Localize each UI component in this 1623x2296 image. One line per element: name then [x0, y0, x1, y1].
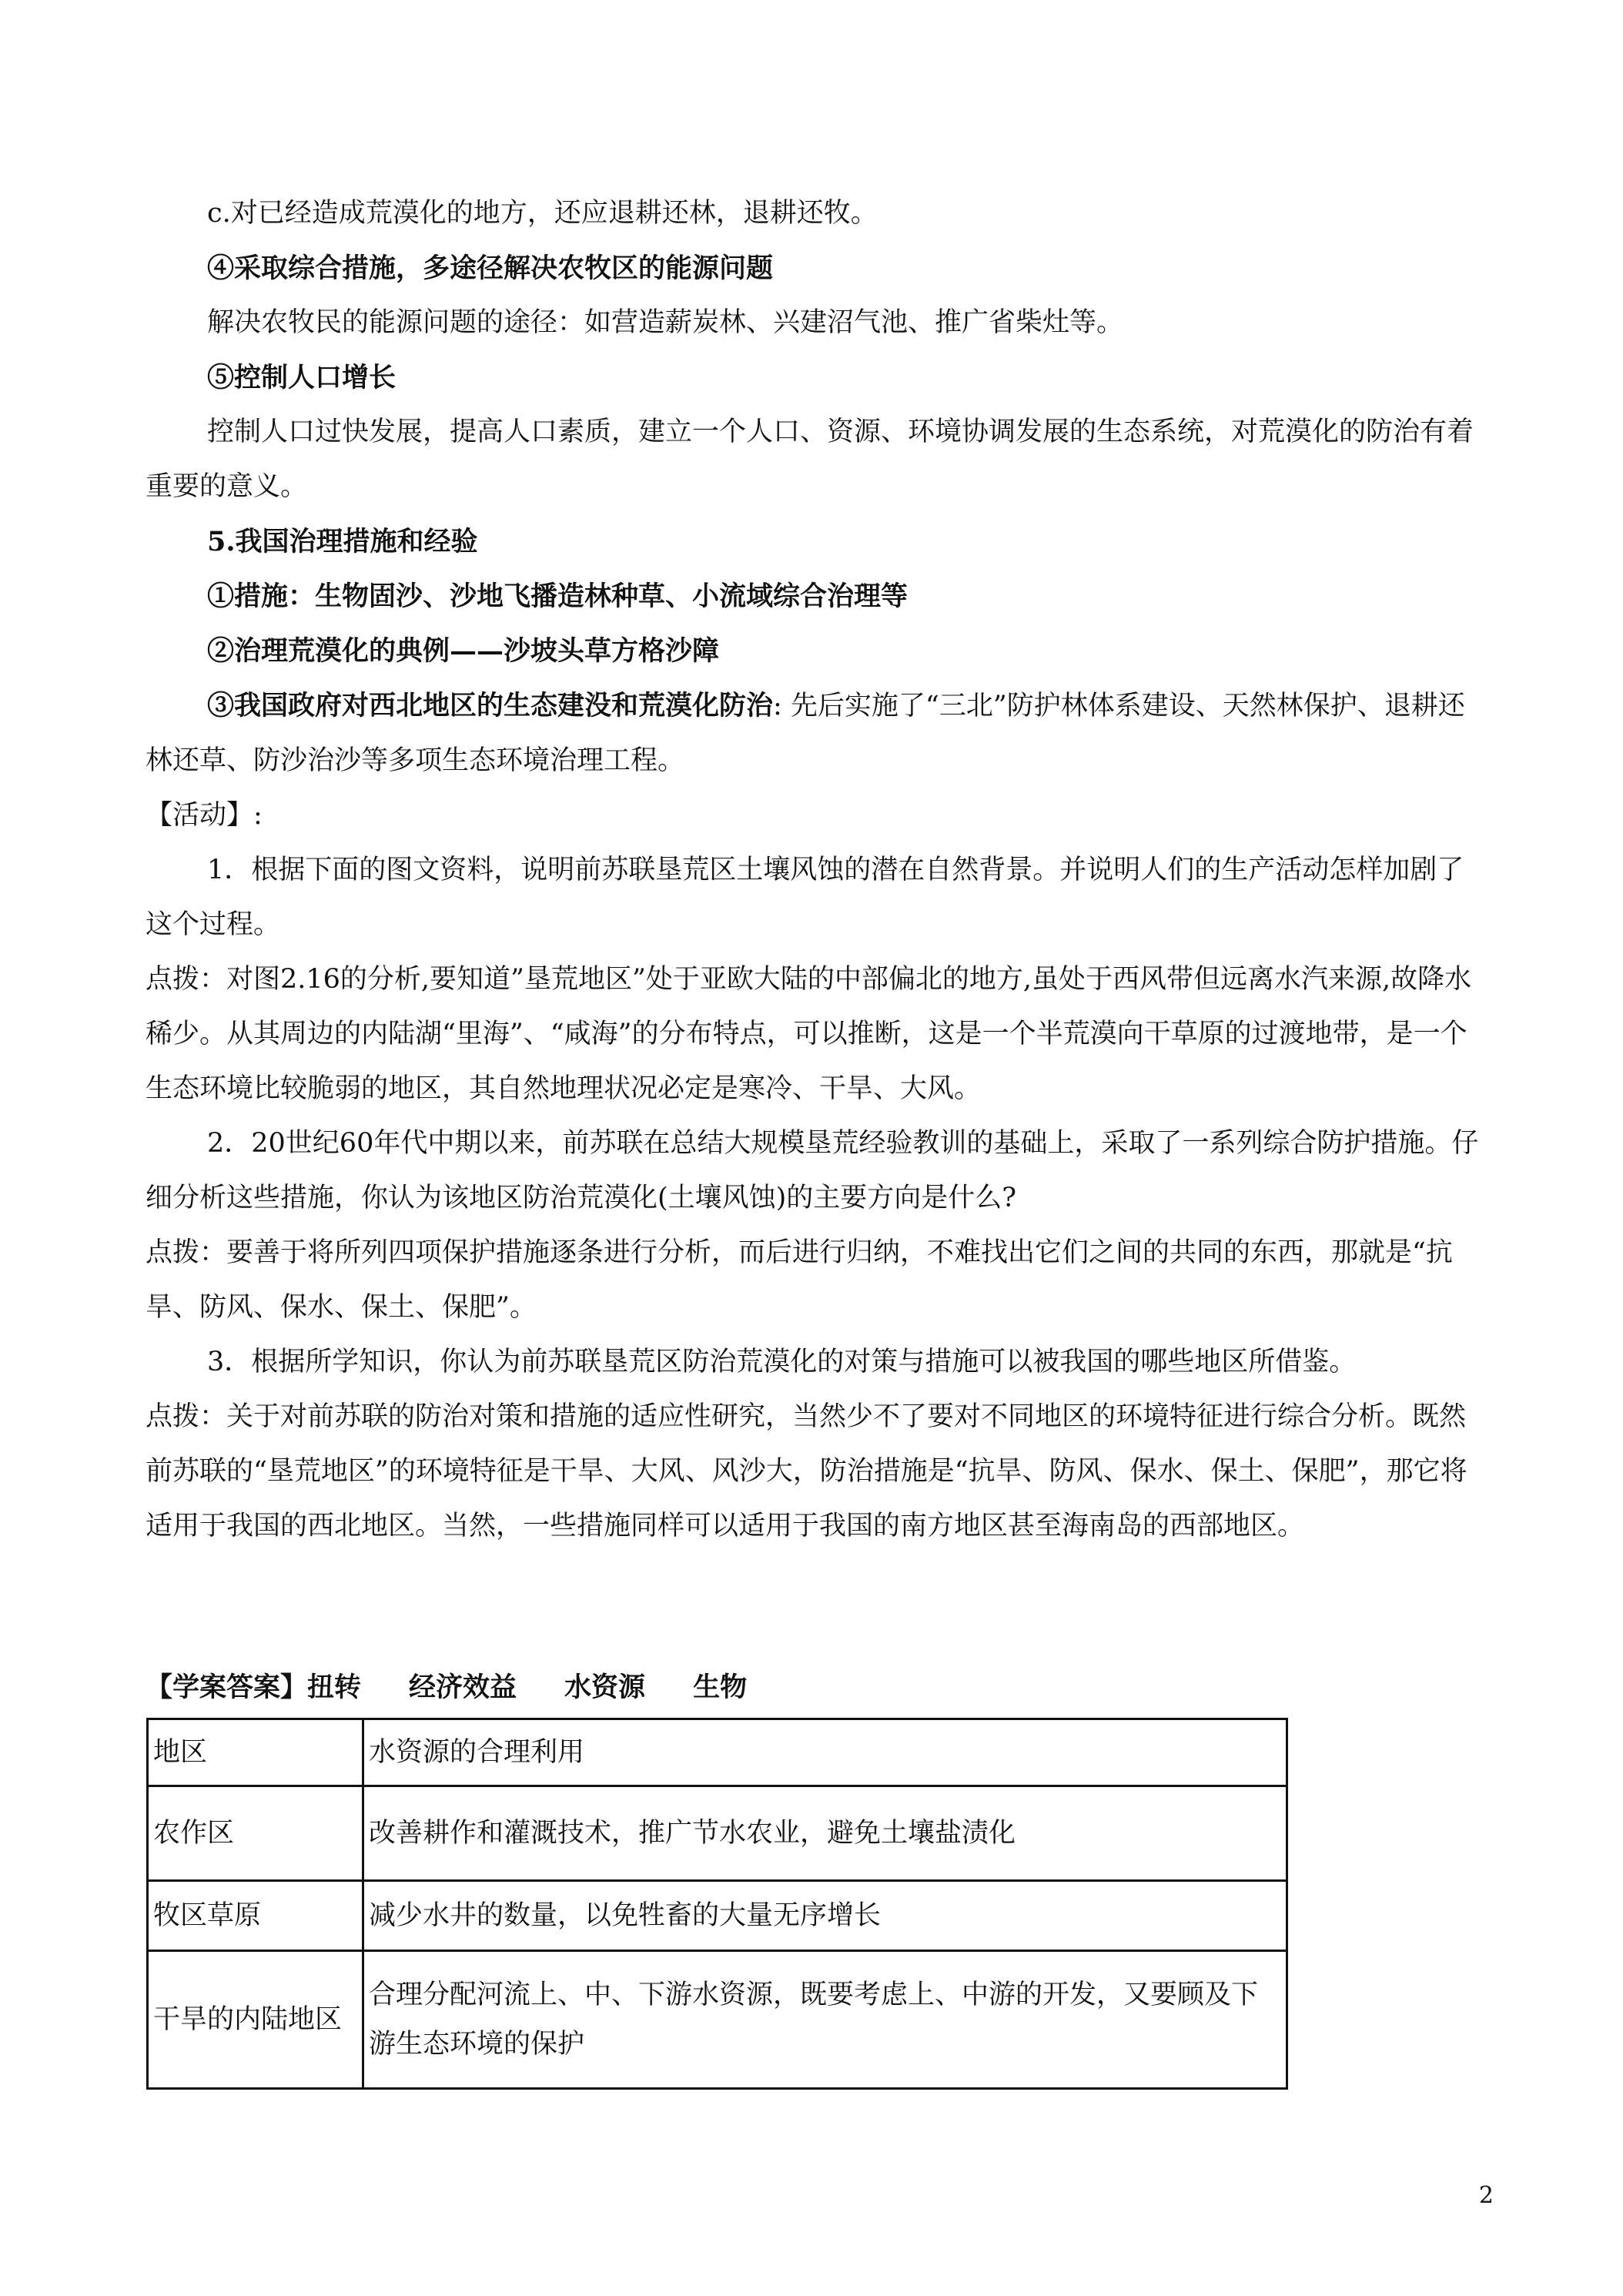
activity-heading: 【活动】:: [146, 800, 263, 831]
activity-question-3: 3．根据所学知识，你认为前苏联垦荒区防治荒漠化的对策与措施可以被我国的哪些地区所借鉴。: [207, 1347, 1357, 1377]
table-row: [148, 1786, 1287, 1881]
activity-question-1: 1．根据下面的图文资料，说明前苏联垦荒区土壤风蚀的潜在自然背景。并说明人们的生产活动怎样加剧了这个过程。: [146, 855, 1464, 940]
table-row: [148, 1881, 1287, 1951]
page-number: 2: [1478, 2182, 1494, 2209]
body-text: [146, 186, 1485, 1554]
answer-item: 生物: [693, 1672, 748, 1703]
answer-item: 水资源: [564, 1672, 646, 1703]
table-cell-measure: 改善耕作和灌溉技术，推广节水农业，避免土壤盐渍化: [363, 1786, 1287, 1881]
table-cell-measure: 水资源的合理利用: [363, 1719, 1287, 1786]
activity-hint-1: 点拨：对图2.16的分析,要知道”垦荒地区”处于亚欧大陆的中部偏北的地方,虽处于西风带但远离水汽来源,故降水稀少。从其周边的内陆湖“里海”、“咸海”的分布特点，可以推断，这是一个半荒漠向干草原的过渡地带，是一个生态环境比较脆弱的地区，其自然地理状况必定是寒冷、干旱、大风。: [146, 964, 1472, 1104]
table-cell-region: 牧区草原: [148, 1881, 363, 1951]
government-heading: ③我国政府对西北地区的生态建没和荒漠化防治: [207, 690, 774, 721]
table-row: [148, 1951, 1287, 2089]
heading-example: ②治理荒漠化的典例——沙坡头草方格沙障: [207, 635, 720, 667]
government-text: : 先后实施了“三北”防护林体系建设、天然林保护、退耕还林还草、防沙治沙等多项生态环境治理工程。: [146, 691, 1465, 776]
paragraph-energy: 解决农牧民的能源问题的途径：如营造薪炭林、兴建沼气池、推广省柴灶等。: [207, 307, 1124, 338]
heading-population: ⑤控制人口增长: [207, 362, 397, 393]
table-row: [148, 1719, 1287, 1786]
heading-section-5: 5.我国治理措施和经验: [207, 526, 478, 557]
table-cell-measure: 合理分配河流上、中、下游水资源，既要考虑上、中游的开发，又要顾及下游生态环境的保护: [363, 1951, 1287, 2089]
table-cell-region: 农作区: [148, 1786, 363, 1881]
activity-question-2: 2．20世纪60年代中期以来，前苏联在总结大规模垦荒经验教训的基础上，采取了一系列综合防护措施。仔细分析这些措施，你认为该地区防治荒漠化(土壤风蚀)的主要方向是什么?: [146, 1128, 1479, 1213]
activity-hint-2: 点拨：要善于将所列四项保护措施逐条进行分析，而后进行归纳，不难找出它们之间的共同的东西，那就是“抗旱、防风、保水、保土、保肥”。: [146, 1237, 1453, 1323]
answer-table: [146, 1718, 1288, 2090]
answer-item: 扭转: [307, 1672, 362, 1703]
answer-item: 经济效益: [409, 1672, 517, 1703]
heading-measures: ①措施：生物固沙、沙地飞播造林种草、小流域综合治理等: [207, 581, 909, 612]
activity-hint-3: 点拨：关于对前苏联的防治对策和措施的适应性研究，当然少不了要对不同地区的环境特征进行综合分析。既然前苏联的“垦荒地区”的环境特征是干旱、大风、风沙大，防治措施是“抗旱、防风、保水、保土、保肥”，那它将适用于我国的西北地区。当然，一些措施同样可以适用于我国的南方地区甚至海南岛的西部地区。: [146, 1401, 1467, 1541]
table-cell-measure: 减少水井的数量，以免牲畜的大量无序增长: [363, 1881, 1287, 1951]
answer-line: [146, 1666, 795, 1705]
answer-label: 【学案答案】: [146, 1672, 308, 1703]
paragraph-population: 控制人口过快发展，提高人口素质，建立一个人口、资源、环境协调发展的生态系统，对荒漠化的防治有着重要的意义。: [146, 417, 1474, 502]
table-cell-region: 地区: [148, 1719, 363, 1786]
paragraph-government: [146, 678, 1485, 788]
table-cell-region: 干旱的内陆地区: [148, 1951, 363, 2089]
heading-energy: ④采取综合措施，多途径解决农牧区的能源问题: [207, 253, 774, 284]
paragraph-1: c.对已经造成荒漠化的地方，还应退耕还林，退耕还牧。: [207, 198, 878, 229]
